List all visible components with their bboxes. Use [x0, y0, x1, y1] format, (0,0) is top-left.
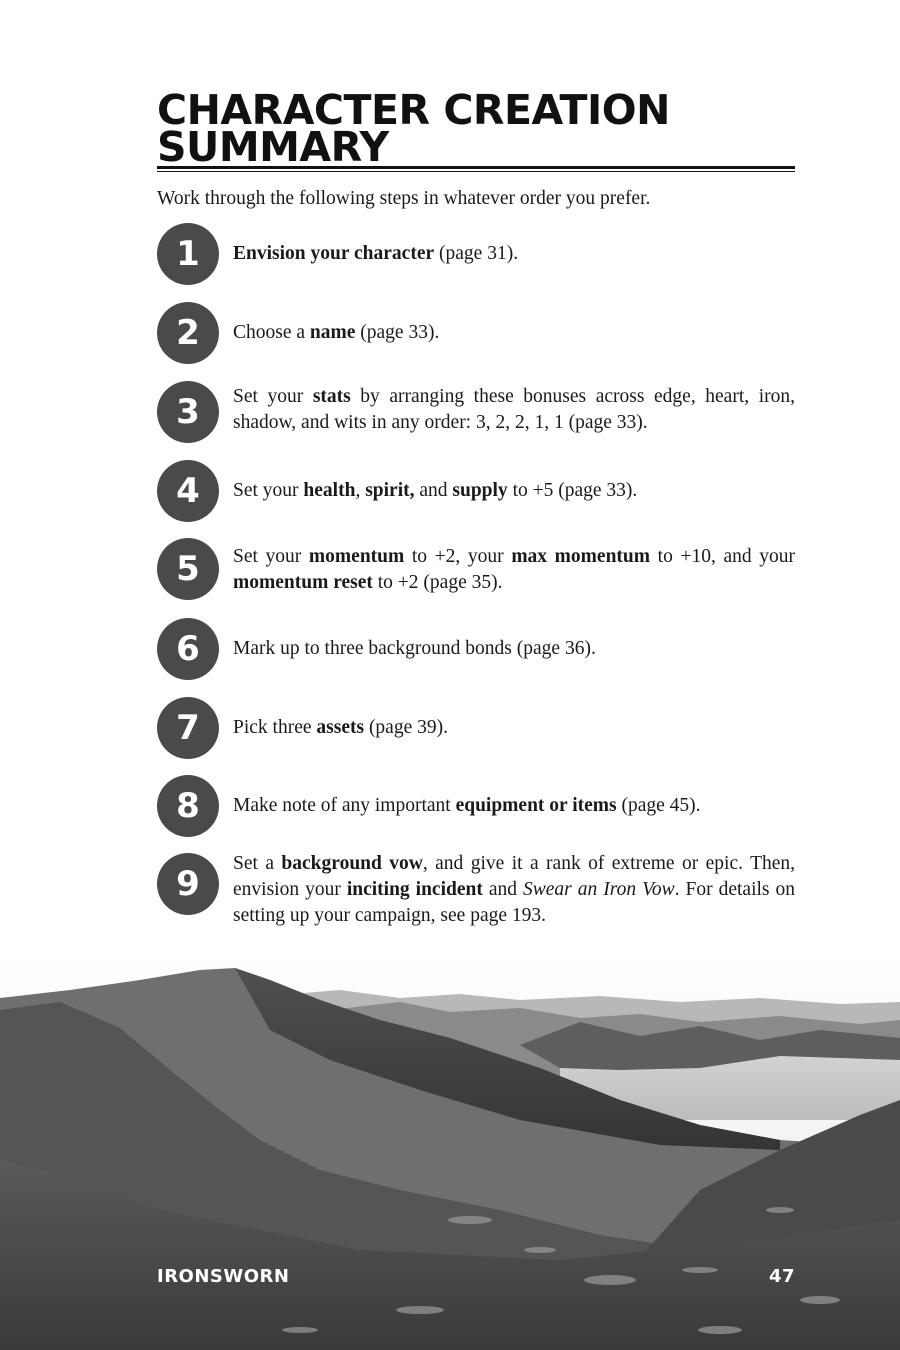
- step-text-segment: equipment or items: [455, 795, 617, 816]
- footer-page-number: 47: [768, 1266, 795, 1287]
- step-text-segment: momentum reset: [233, 572, 373, 593]
- step-text-segment: name: [309, 322, 356, 343]
- step-text: [233, 544, 795, 596]
- step-text-segment: by arranging these bonuses across edge, heart, iron, shadow, and wits in any order: 3, 2, 2, 1, 1 (page 33).: [233, 386, 795, 433]
- step-text-segment: to +2, your: [404, 546, 512, 567]
- step-text-segment: Mark up to three background bonds (page 36).: [233, 638, 596, 659]
- step-text-segment: (page 31).: [434, 243, 519, 264]
- step-number-badge: 1: [157, 223, 219, 285]
- step-text-segment: max momentum: [511, 546, 651, 567]
- step-number-badge: 8: [157, 775, 219, 837]
- step-number-badge: 4: [157, 460, 219, 522]
- step-text: [233, 320, 795, 346]
- step-text: [233, 478, 795, 504]
- step-text-segment: Set a: [233, 853, 282, 874]
- step-text-segment: assets: [316, 717, 365, 738]
- step-number-badge: 3: [157, 381, 219, 443]
- step-text: [233, 793, 795, 819]
- step-text-segment: Make note of any important: [233, 795, 456, 816]
- step-text-segment: inciting incident: [346, 879, 483, 900]
- step-number-badge: 7: [157, 697, 219, 759]
- step-text-segment: Set your: [233, 386, 313, 407]
- step-text-segment: and: [482, 879, 523, 900]
- step-text: [233, 384, 795, 436]
- step-text-segment: momentum: [308, 546, 405, 567]
- step-number-badge: 9: [157, 853, 219, 915]
- step-text-segment: to +10, and your: [650, 546, 795, 567]
- step-text-segment: stats: [312, 386, 351, 407]
- step-text-segment: supply: [452, 480, 508, 501]
- title-rule-thin: [157, 171, 795, 172]
- step-text-segment: Swear an Iron Vow: [523, 879, 675, 900]
- footer-book-title: IRONSWORN: [157, 1266, 290, 1287]
- title-block: [157, 86, 795, 172]
- step-text-segment: , and give it a rank of extreme or epic. Then, envision your: [233, 853, 796, 900]
- step-number-badge: 5: [157, 538, 219, 600]
- mountain-landscape-image: [0, 950, 900, 1350]
- step-text-segment: (page 33).: [355, 322, 440, 343]
- step-text-segment: health: [303, 480, 356, 501]
- step-number-badge: 6: [157, 618, 219, 680]
- step-text-segment: spirit,: [365, 480, 415, 501]
- step-text-segment: ,: [355, 480, 366, 501]
- step-text: [233, 715, 795, 741]
- step-text-segment: (page 39).: [364, 717, 448, 738]
- step-text-segment: and: [414, 480, 453, 501]
- intro-text: Work through the following steps in whatever order you prefer.: [157, 188, 651, 209]
- step-text: [233, 636, 795, 662]
- step-text-segment: Choose a: [233, 322, 310, 343]
- step-text-segment: Set your: [233, 546, 309, 567]
- step-text: [233, 851, 795, 929]
- step-text-segment: to +5 (page 33).: [507, 480, 638, 501]
- step-text-segment: Envision your character: [233, 243, 435, 264]
- step-text-segment: . For details on setting up your campaign, see page 193.: [233, 879, 795, 926]
- step-text-segment: to +2 (page 35).: [372, 572, 503, 593]
- step-text-segment: Pick three: [233, 717, 317, 738]
- step-text: [233, 241, 795, 267]
- page-title: CHARACTER CREATION SUMMARY: [157, 86, 670, 171]
- step-number-badge: 2: [157, 302, 219, 364]
- step-text-segment: Set your: [233, 480, 304, 501]
- step-text-segment: (page 45).: [616, 795, 701, 816]
- step-text-segment: background vow: [281, 853, 423, 874]
